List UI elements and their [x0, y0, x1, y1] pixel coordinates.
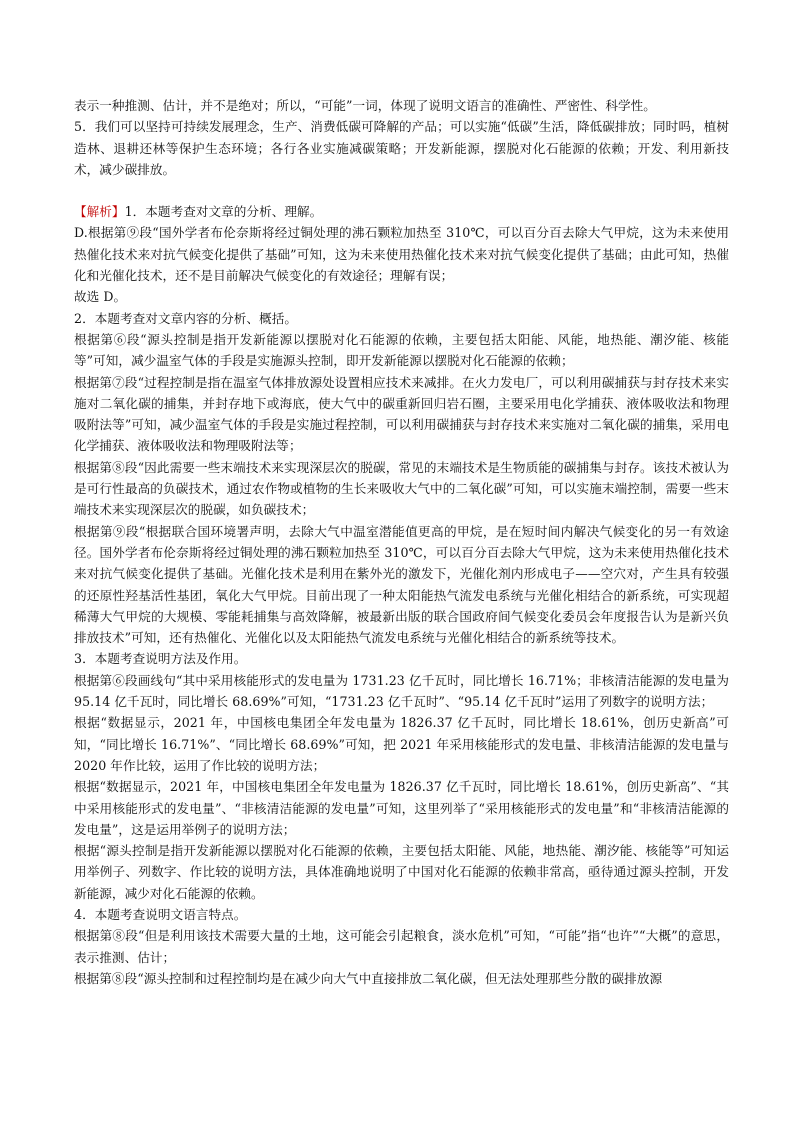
analysis-q1-title: 1．本题考查对文章的分析、理解。 [124, 204, 323, 220]
analysis-heading [74, 201, 729, 222]
analysis-q4-source-control: 根据第⑧段“源头控制和过程控制均是在减少向大气中直接排放二氧化碳，但无法处理那些分散的碳排放源 [74, 970, 663, 986]
analysis-q3-example: 根据“数据显示，2021 年，中国核电集团全年发电量为 1826.37 亿千瓦时，同比增长 18.61%，创历史新高”、“其中采用核能形式的发电量”、“非核清洁能源的发电量”可知，这里列举了“采用核能形式的发电量”和“非核清洁能源的发电量”，这是运用举例子的说明方法； [74, 779, 729, 837]
answer-5: 5．我们可以坚持可持续发展理念，生产、消费低碳可降解的产品；可以实施“低碳”生活，降低碳排放；同时吗，植树造林、退耕还林等保护生态环境；各行各业实施减碳策略；开发新能源，摆脱对化石能源的依赖；开发、利用新技术，减少碳排放。 [74, 119, 729, 177]
analysis-q4-possible: 根据第⑧段“但是利用该技术需要大量的土地，这可能会引起粮食，淡水危机”可知，“可能”指“也许”“大概”的意思，表示推测、估计； [74, 928, 729, 965]
answer-4-conclusion: 表示一种推测、估计，并不是绝对；所以，“可能”一词，体现了说明文语言的准确性、严密性、科学性。 [74, 98, 656, 113]
analysis-q3-comparison: 根据“数据显示，2021 年，中国核电集团全年发电量为 1826.37 亿千瓦时，同比增长 18.61%，创历史新高”可知，“同比增长 16.71%”、“同比增长 68.69%”可知，把 2021 年采用核能形式的发电量、非核清洁能源的发电量与 2020 年作比较，运用了作比较的说明方法； [74, 715, 729, 773]
analysis-q1-body: D.根据第⑨段“国外学者布伦奈斯将经过铜处理的沸石颗粒加热至 310℃，可以百分百去除大气甲烷，这为未来使用热催化技术来对抗气候变化提供了基础”可知，这为未来使用热催化技术来对抗气候变化提供了基础；由此可知，热催化和光催化技术，还不是目前解决气候变化的有效途径；理解有误； [74, 225, 729, 284]
analysis-q4-title: 4．本题考查说明文语言特点。 [74, 906, 247, 922]
analysis-q3-summary: 根据“源头控制是指开发新能源以摆脱对化石能源的依赖，主要包括太阳能、风能，地热能、潮汐能、核能等”可知运用举例子、列数字、作比较的说明方法，具体准确地说明了中国对化石能源的依赖非常高，亟待通过源头控制，开发新能源，减少对化石能源的依赖。 [74, 843, 729, 901]
document-body [74, 95, 729, 989]
analysis-q2-title: 2．本题考查对文章内容的分析、概括。 [74, 310, 298, 326]
analysis-q1-answer: 故选 D。 [74, 289, 127, 305]
analysis-q2-para6: 根据第⑥段“源头控制是指开发新能源以摆脱对化石能源的依赖，主要包括太阳能、风能，地热能、潮汐能、核能等”可知，减少温室气体的手段是实施源头控制，即开发新能源以摆脱对化石能源的依赖； [74, 331, 729, 369]
analysis-q2-para7: 根据第⑦段“过程控制是指在温室气体排放源处设置相应技术来减排。在火力发电厂，可以利用碳捕获与封存技术来实施对二氧化碳的捕集，并封存地下或海底，使大气中的碳重新回归岩石圈，主要采用电化学捕获、液体吸收法和物理吸附法等”可知，减少温室气体的手段是实施过程控制，可以利用碳捕获与封存技术来实施对二氧化碳的捕集，采用电化学捕获、液体吸收法和物理吸附法等； [74, 374, 729, 454]
paragraph-gap [74, 180, 729, 201]
analysis-q3-numbers: 根据第⑥段画线句“其中采用核能形式的发电量为 1731.23 亿千瓦时，同比增长 16.71%；非核清洁能源的发电量为 95.14 亿千瓦时，同比增长 68.69%”可知，“1731.23 亿千瓦时”、“95.14 亿千瓦时”运用了列数字的说明方法； [74, 672, 729, 710]
analysis-q2-para9: 根据第⑨段“根据联合国环境署声明，去除大气中温室潜能值更高的甲烷，是在短时间内解决气候变化的另一有效途径。国外学者布伦奈斯将经过铜处理的沸石颗粒加热至 310℃，可以百分百去除大气甲烷，这为未来使用热催化技术来对抗气候变化提供了基础。光催化技术是利用在紫外光的激发下，光催化剂内形成电子——空穴对，产生具有较强的还原性羟基活性基团，氧化大气甲烷。目前出现了一种太阳能热气流发电系统与光催化相结合的新系统，可实现超稀薄大气甲烷的大规模、零能耗捕集与高效降解，被最新出版的联合国政府间气候变化委员会年度报告认为是新兴负排放技术”可知，还有热催化、光催化以及太阳能热气流发电系统与光催化相结合的新系统等技术。 [74, 523, 729, 646]
analysis-q3-title: 3．本题考查说明方法及作用。 [74, 651, 247, 667]
analysis-tag: 【解析】 [74, 204, 125, 220]
analysis-q2-para8: 根据第⑧段“因此需要一些末端技术来实现深层次的脱碳，常见的末端技术是生物质能的碳捕集与封存。该技术被认为是可行性最高的负碳技术，通过农作物或植物的生长来吸收大气中的二氧化碳”可知，可以实施末端控制，需要一些末端技术来实现深层次的脱碳，如负碳技术； [74, 459, 729, 518]
